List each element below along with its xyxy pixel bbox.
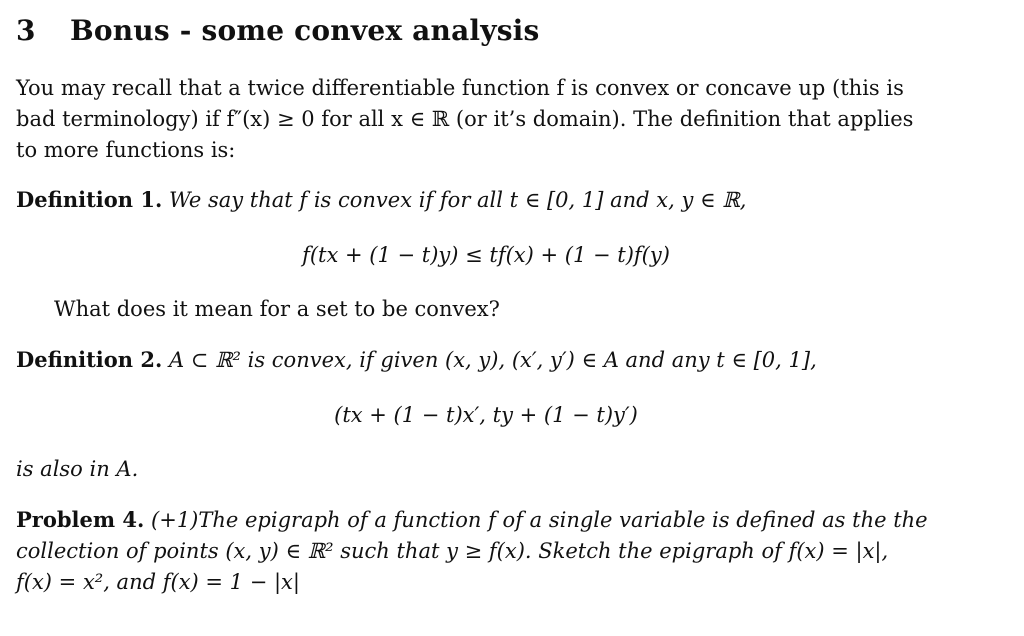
definition-2-label: Definition 2. — [16, 347, 163, 372]
definition-2-text: A ⊂ ℝ² is convex, if given (x, y), (x′, y′) ∈ A and any t ∈ [0, 1], — [168, 348, 817, 372]
definition-2-formula: (tx + (1 − t)x′, ty + (1 − t)y′) — [334, 403, 638, 427]
section-title: Bonus - some convex analysis — [70, 14, 540, 47]
intro-line-1: You may recall that a twice differentiable function f is convex or concave up (this is — [16, 76, 904, 100]
problem-4-label: Problem 4. — [16, 507, 145, 532]
definition-1 — [16, 184, 956, 216]
section-number: 3 — [16, 14, 36, 47]
definition-2 — [16, 344, 956, 376]
intro-paragraph — [16, 73, 956, 166]
problem-4-line-2: collection of points (x, y) ∈ ℝ² such that y ≥ f(x). Sketch the epigraph of f(x) = |x|, — [16, 539, 889, 563]
problem-4 — [16, 504, 956, 598]
intro-line-3: to more functions is: — [16, 138, 236, 162]
definition-1-text: We say that f is convex if for all t ∈ [0, 1] and x, y ∈ ℝ, — [168, 188, 747, 212]
intro-line-2: bad terminology) if f″(x) ≥ 0 for all x ∈ ℝ (or it’s domain). The definition that applies — [16, 107, 914, 131]
problem-4-line-3: f(x) = x², and f(x) = 1 − |x| — [16, 570, 300, 594]
definition-1-label: Definition 1. — [16, 187, 163, 212]
definition-1-formula: f(tx + (1 − t)y) ≤ tf(x) + (1 − t)f(y) — [302, 243, 670, 267]
problem-4-line-1: (+1)The epigraph of a function f of a single variable is defined as the the — [151, 508, 928, 532]
convex-set-question: What does it mean for a set to be convex? — [54, 297, 500, 321]
section-heading — [16, 14, 540, 47]
definition-2-conclusion: is also in A. — [16, 457, 139, 481]
